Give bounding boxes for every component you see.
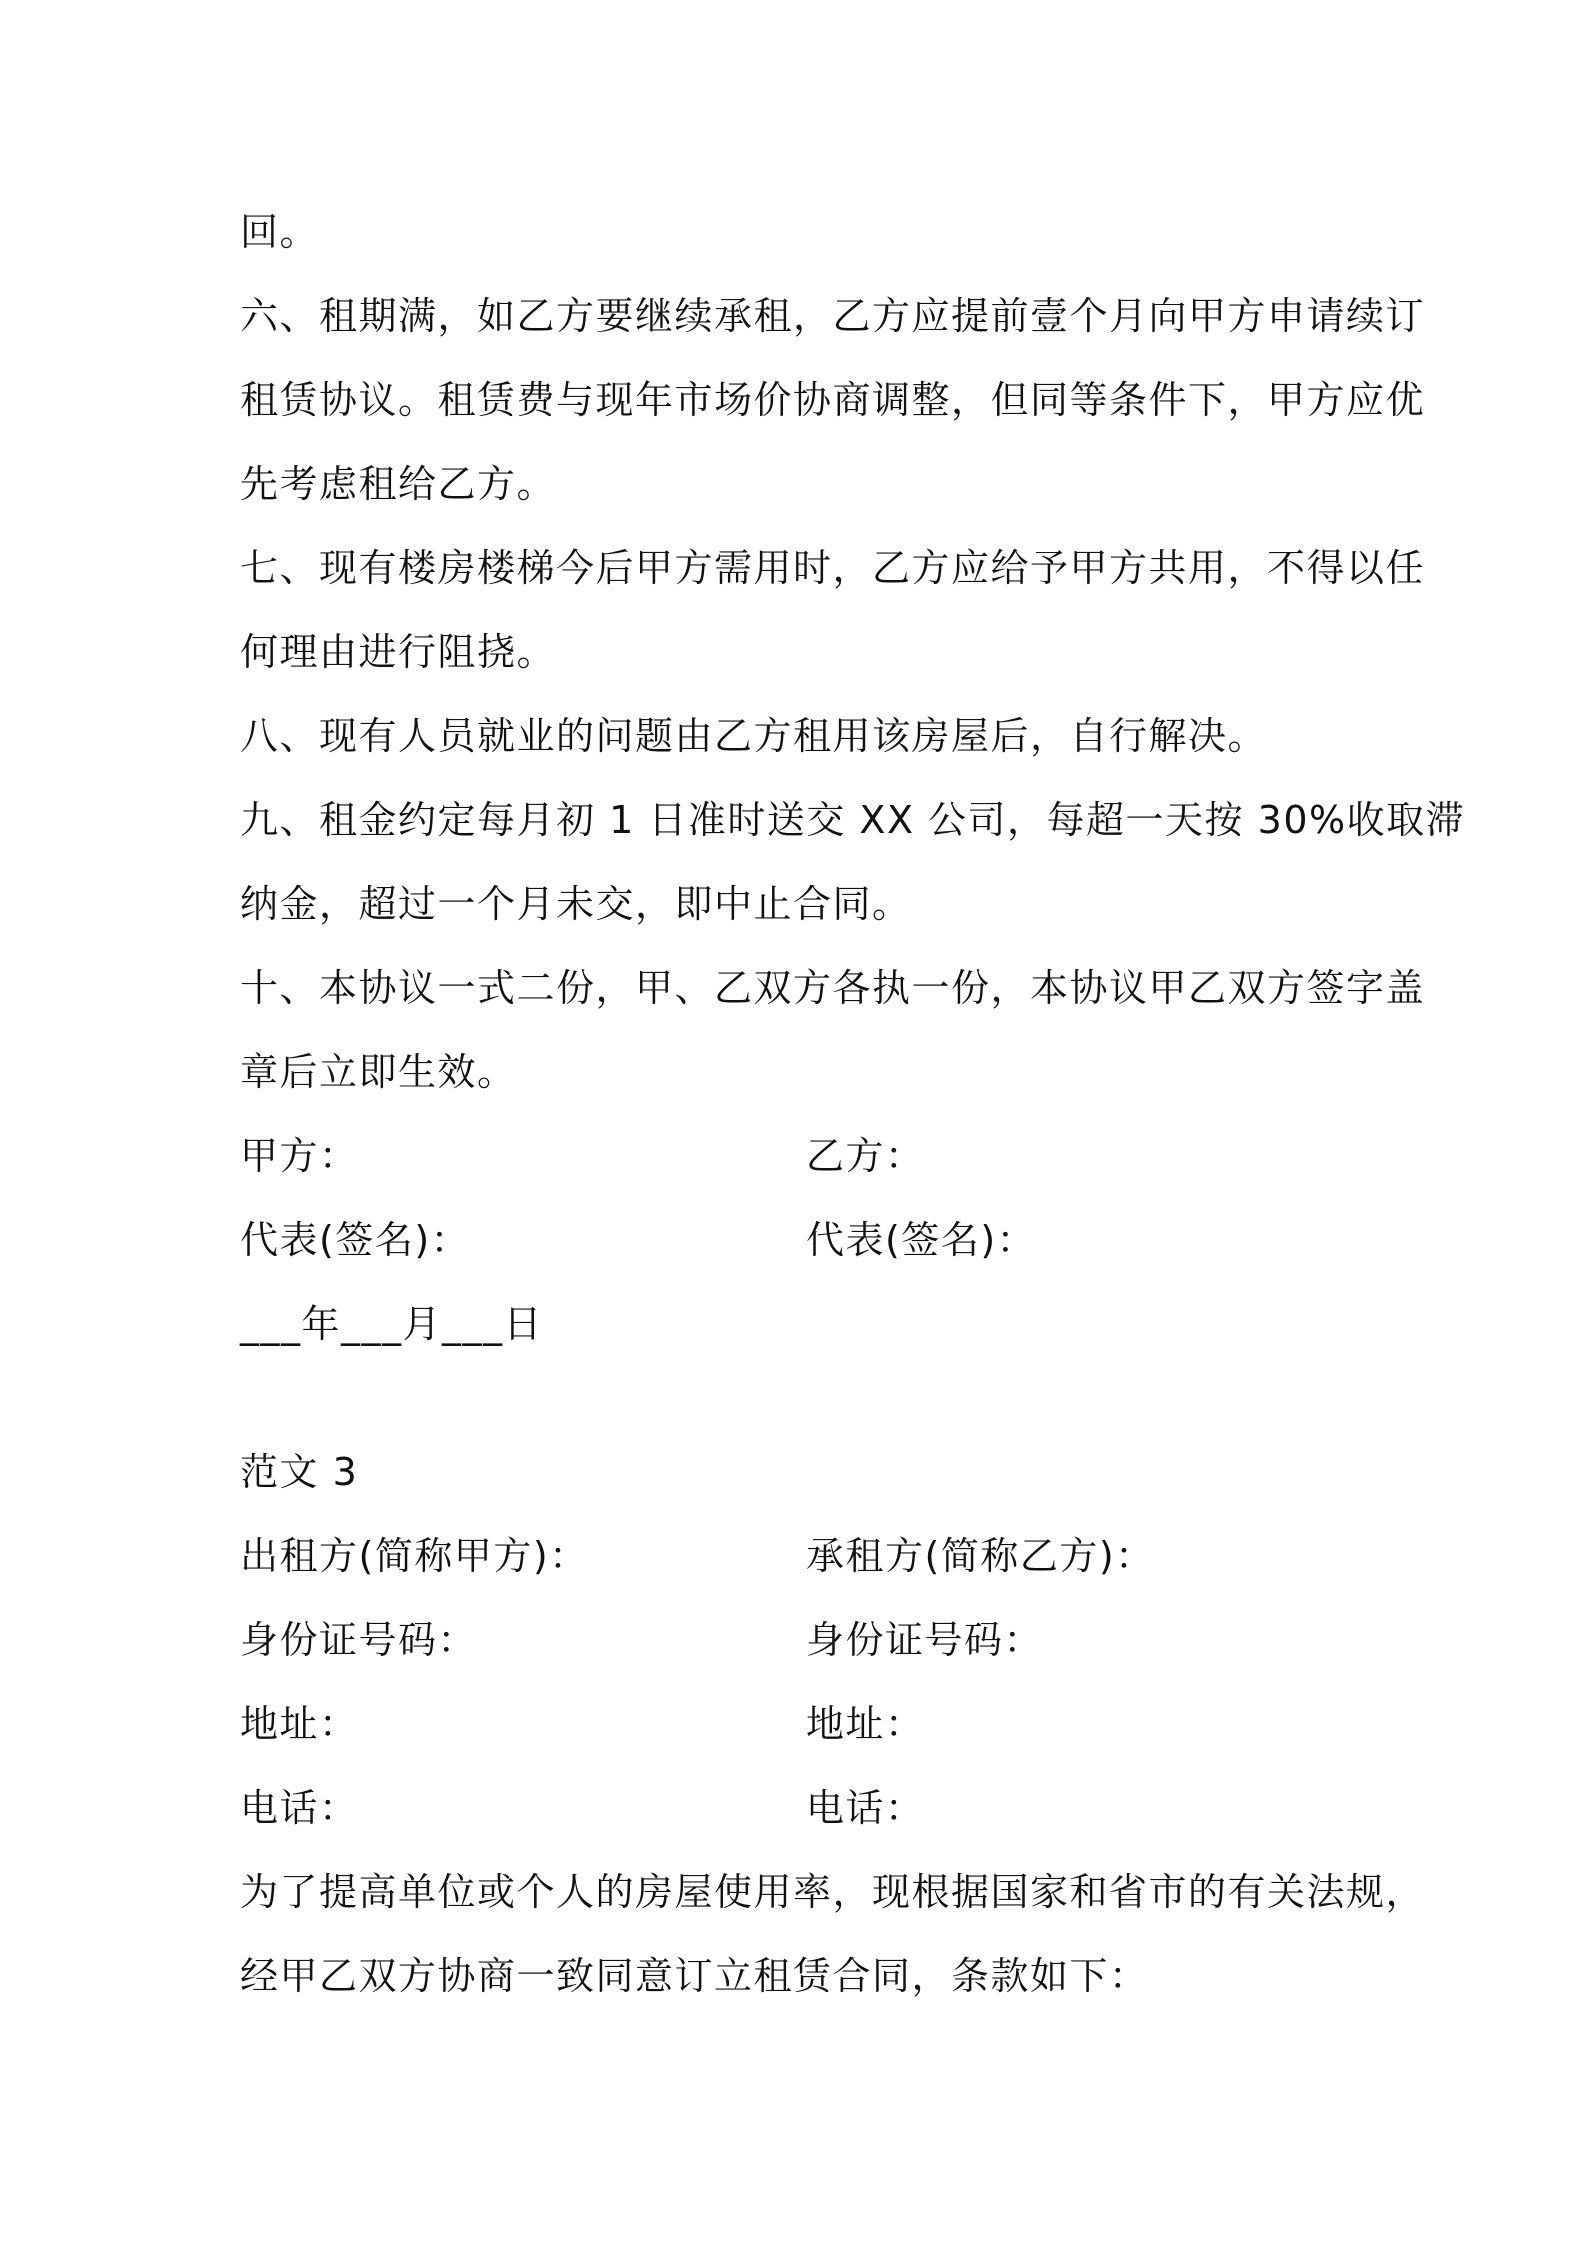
paragraph-line: 回。: [240, 210, 320, 254]
section-gap: [240, 1366, 1360, 1430]
clause-8-line-1: 八、现有人员就业的问题由乙方租用该房屋后，自行解决。: [240, 714, 1268, 758]
clause-6-line-2: 租赁协议。租赁费与现年市场价协商调整，但同等条件下，甲方应优: [240, 378, 1426, 422]
section-3-intro-line-1: 为了提高单位或个人的房屋使用率，现根据国家和省市的有关法规，: [240, 1870, 1426, 1914]
party-a-label: 甲方：: [240, 1134, 359, 1178]
id-a-label: 身份证号码：: [240, 1618, 478, 1662]
signature-rep-row: [240, 1198, 1360, 1282]
signature-party-row: [240, 1114, 1360, 1198]
phone-a-label: 电话：: [240, 1786, 359, 1830]
rep-a-label: 代表(签名)：: [240, 1218, 471, 1262]
rep-b-label: 代表(签名)：: [806, 1218, 1037, 1262]
document-page: [240, 190, 1466, 2018]
section-3-intro-line-2: 经甲乙双方协商一致同意订立租赁合同，条款如下：: [240, 1954, 1149, 1998]
lessor-label: 出租方(简称甲方)：: [240, 1534, 589, 1578]
clause-7-line-1: 七、现有楼房楼梯今后甲方需用时，乙方应给予甲方共用，不得以任: [240, 546, 1426, 590]
section-3-title: 范文 3: [240, 1450, 359, 1494]
lessee-label: 承租方(简称乙方)：: [806, 1534, 1155, 1578]
section-3-id-row: [240, 1598, 1360, 1682]
clause-6-line-1: 六、租期满，如乙方要继续承租，乙方应提前壹个月向甲方申请续订: [240, 294, 1426, 338]
clause-10-line-1: 十、本协议一式二份，甲、乙双方各执一份，本协议甲乙双方签字盖: [240, 966, 1426, 1010]
clause-6-line-3: 先考虑租给乙方。: [240, 462, 557, 506]
signature-date: ___年___月___日: [240, 1302, 544, 1346]
clause-7-line-2: 何理由进行阻挠。: [240, 630, 557, 674]
clause-10-line-2: 章后立即生效。: [240, 1050, 517, 1094]
section-3-parties-row: [240, 1514, 1360, 1598]
phone-b-label: 电话：: [806, 1786, 925, 1830]
section-3-phone-row: [240, 1766, 1360, 1850]
id-b-label: 身份证号码：: [806, 1618, 1044, 1662]
address-b-label: 地址：: [806, 1702, 925, 1746]
party-b-label: 乙方：: [806, 1134, 925, 1178]
address-a-label: 地址：: [240, 1702, 359, 1746]
clause-9-line-2: 纳金，超过一个月未交，即中止合同。: [240, 882, 912, 926]
section-3-address-row: [240, 1682, 1360, 1766]
clause-9-line-1: 九、租金约定每月初 1 日准时送交 XX 公司，每超一天按 30%收取滞: [240, 798, 1466, 842]
